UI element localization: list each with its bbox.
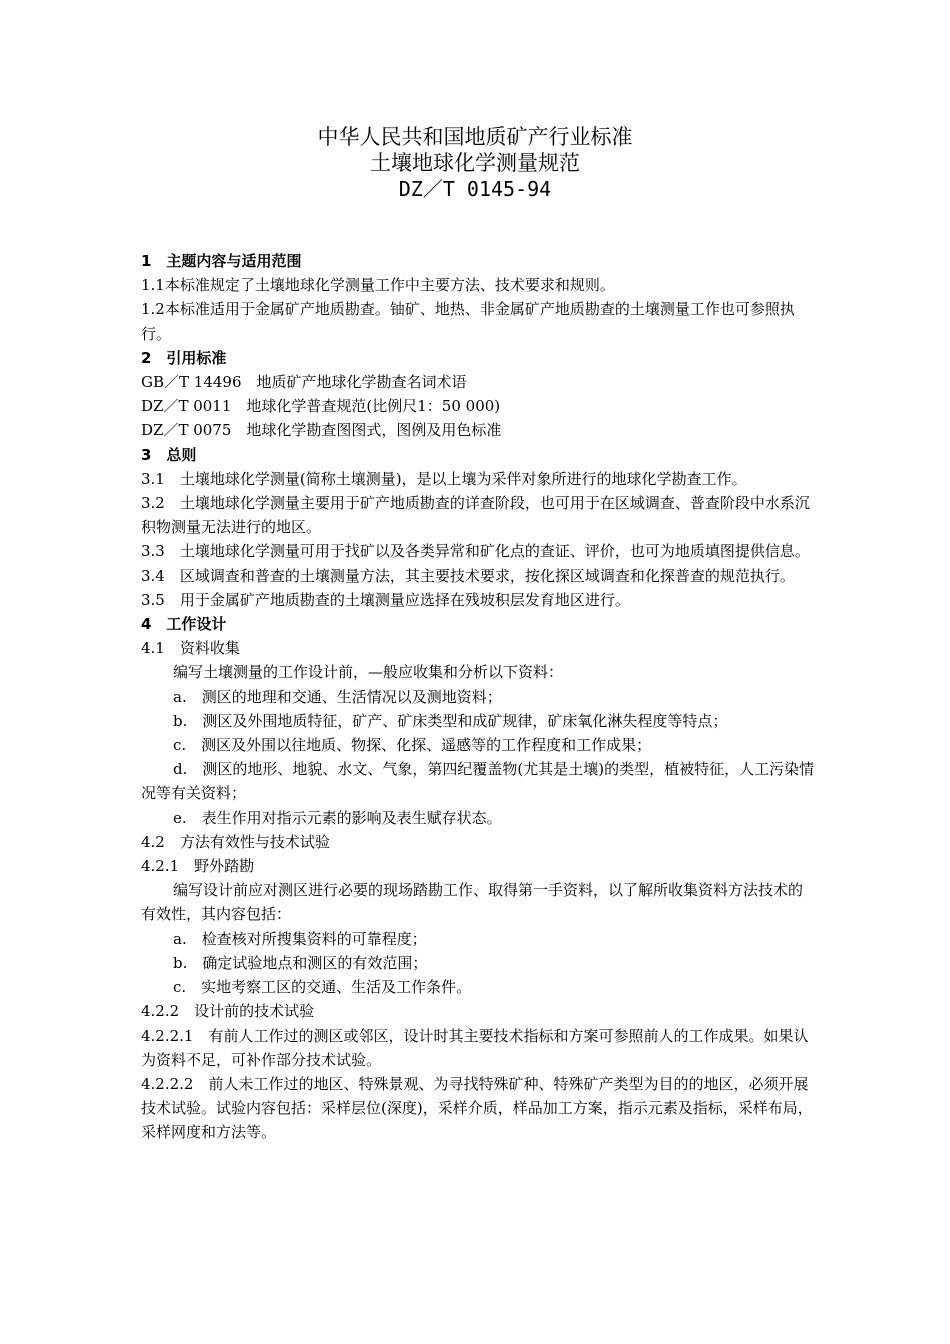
standard-category-title: 中华人民共和国地质矿产行业标准 — [317, 125, 633, 149]
paragraph-1-1: 1.1本标准规定了土壤地球化学测量工作中主要方法、技术要求和规则。 — [141, 276, 615, 295]
section-heading-3: 3 总则 — [141, 445, 197, 464]
list-item-4-2-1-b: b. 确定试验地点和测区的有效范围； — [173, 953, 428, 972]
paragraph-4-2-2-2: 4.2.2.2 前人未工作过的地区、特殊景观、为寻找特殊矿种、特殊矿产类型为目的的地区，必须开展技术试验。试验内容包括：采样层位(深度)，采样介质，样品加工方案，指示元素及指标，采样布局，采样网度和方法等。 — [141, 1074, 813, 1142]
paragraph-4-2-2-1: 4.2.2.1 有前人工作过的测区或邻区，设计时其主要技术指标和方案可参照前人的工作成果。如果认为资料不足，可补作部分技术试验。 — [141, 1026, 809, 1069]
list-item-4-2-1-a: a. 检查核对所搜集资料的可靠程度； — [173, 929, 427, 948]
list-item-4-1-b: b. 测区及外围地质特征，矿产、矿床类型和成矿规律，矿床氧化淋失程度等特点； — [173, 711, 728, 730]
section-heading-2: 2 引用标准 — [141, 348, 227, 367]
paragraph-3-2: 3.2 土壤地球化学测量主要用于矿产地质勘查的详查阶段，也可用于在区域调查、普查阶段中水系沉积物测量无法进行的地区。 — [141, 494, 810, 537]
paragraph-4-1-intro: 编写土壤测量的工作设计前，—般应收集和分析以下资料： — [173, 663, 564, 682]
paragraph-1-2: 1.2本标准适用于金属矿产地质勘查。铀矿、地热、非金属矿产地质勘查的土壤测量工作也可参照执行。 — [141, 300, 795, 343]
paragraph-3-5: 3.5 用于金属矿产地质勘查的土壤测量应选择在残坡积层发育地区进行。 — [141, 590, 630, 609]
standard-code: DZ／T 0145-94 — [398, 177, 552, 201]
standard-name-title: 土壤地球化学测量规范 — [370, 151, 580, 175]
subsection-4-2-2: 4.2.2 设计前的技术试验 — [141, 1002, 315, 1021]
list-item-4-1-e: e. 表生作用对指示元素的影响及表生赋存状态。 — [173, 808, 502, 827]
paragraph-3-4: 3.4 区域调查和普查的土壤测量方法，其主要技术要求，按化探区域调查和化探普查的规范执行。 — [141, 566, 795, 585]
list-item-4-1-d: d. 测区的地形、地貌、水文、气象，第四纪覆盖物(尤其是土壤)的类型，植被特征，人工污染情况等有关资料； — [141, 760, 815, 803]
title-block — [0, 124, 950, 202]
subsection-4-2: 4.2 方法有效性与技术试验 — [141, 832, 330, 851]
paragraph-3-3: 3.3 土壤地球化学测量可用于找矿以及各类异常和矿化点的查证、评价，也可为地质填图提供信息。 — [141, 542, 810, 561]
reference-dz-0075: DZ／T 0075 地球化学勘查图图式，图例及用色标准 — [141, 421, 502, 440]
paragraph-3-1: 3.1 土壤地球化学测量(简称土壤测量)，是以上壤为采伴对象所进行的地球化学勘查工作。 — [141, 469, 747, 488]
list-item-4-2-1-c: c. 实地考察工区的交通、生活及工作条件。 — [173, 978, 472, 997]
reference-gb-14496: GB／T 14496 地质矿产地球化学勘查名词术语 — [141, 373, 467, 392]
section-heading-1: 1 主题内容与适用范围 — [141, 252, 302, 270]
list-item-4-1-c: c. 测区及外围以往地质、物探、化探、遥感等的工作程度和工作成果； — [173, 736, 652, 755]
document-body — [141, 249, 816, 1145]
section-heading-4: 4 工作设计 — [141, 615, 227, 634]
paragraph-4-2-1-intro: 编写设计前应对测区进行必要的现场踏勘工作、取得第一手资料，以了解所收集资料方法技术的有效性，其内容包括： — [141, 881, 804, 924]
subsection-4-2-1: 4.2.1 野外踏勘 — [141, 857, 255, 876]
reference-dz-0011: DZ／T 0011 地球化学普查规范(比例尺1：50 000) — [141, 397, 501, 416]
subsection-4-1: 4.1 资料收集 — [141, 639, 240, 658]
list-item-4-1-a: a. 测区的地理和交通、生活情况以及测地资料； — [173, 687, 502, 706]
